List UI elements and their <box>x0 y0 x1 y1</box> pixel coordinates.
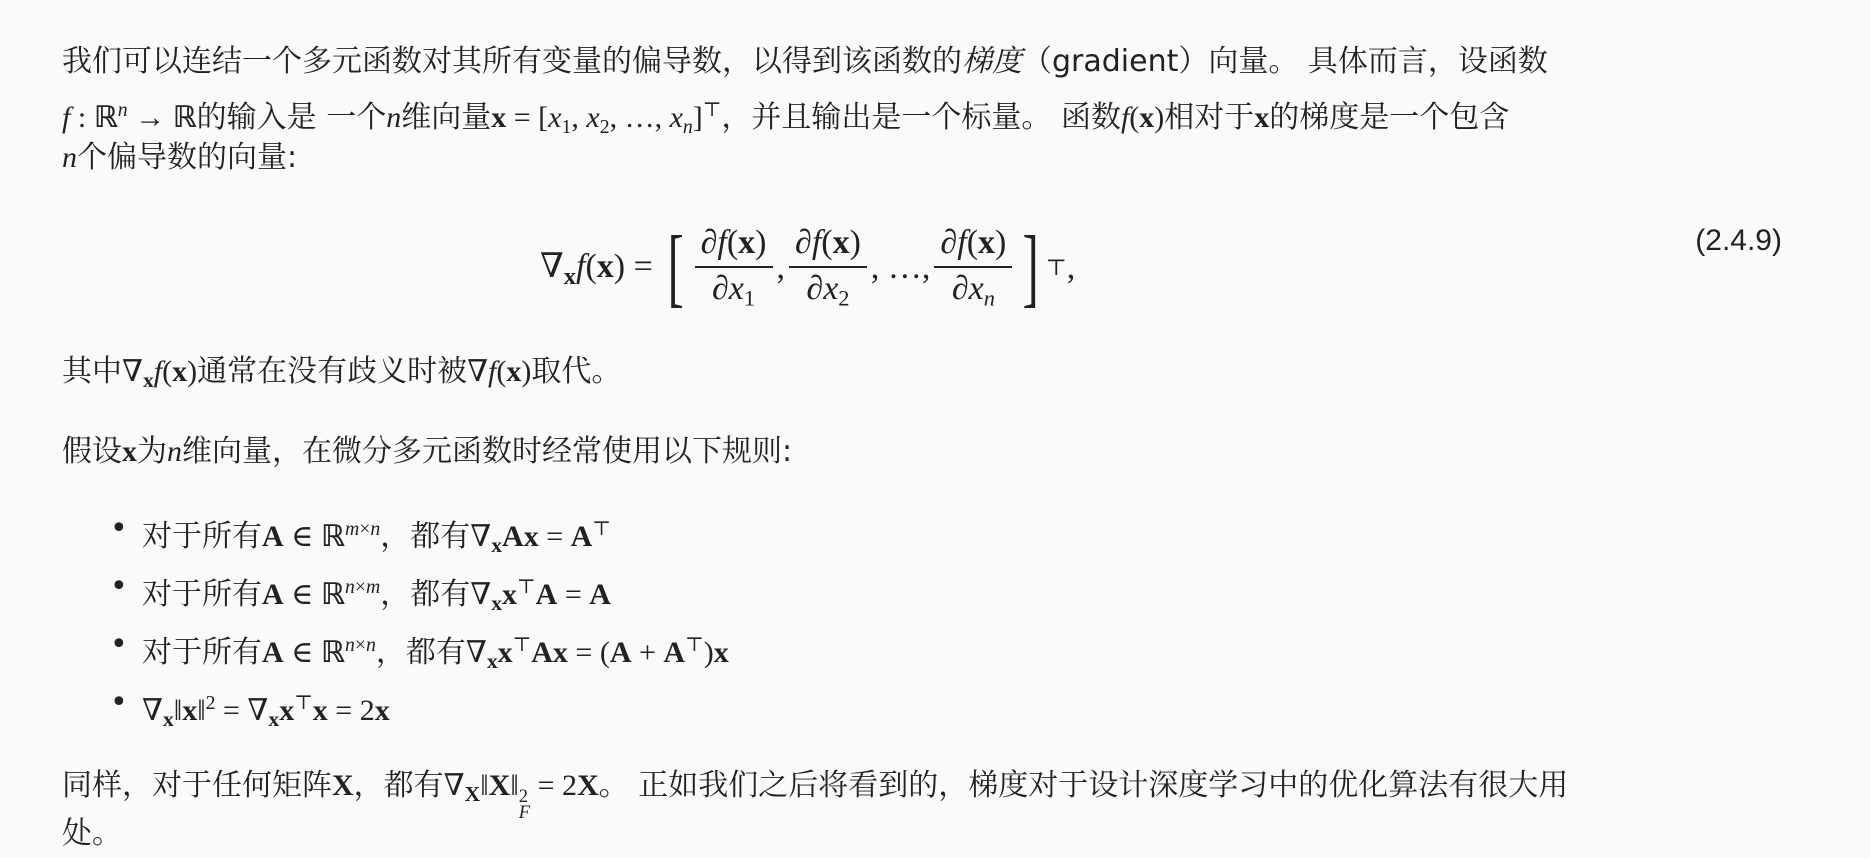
term-gradient: 梯度 <box>962 44 1022 79</box>
rule-math: A ∈ ℝ$^{n\times m}$ <box>262 576 381 612</box>
math-X: X <box>332 769 354 802</box>
intro-line2-tail: ，并且输出是一个标量。 函数 <box>721 99 1121 135</box>
bullet-icon: • <box>110 569 128 604</box>
math-nabla-fx: ∇f(x) <box>467 355 532 388</box>
closing-line2-text: 处。 <box>62 816 122 851</box>
rule-math: $\nabla_xx^⊤A = A$ <box>470 576 611 615</box>
intro-text: 我们可以连结一个多元函数对其所有变量的偏导数，以得到该函数的 <box>62 44 962 79</box>
assume-suffix: 维向量，在微分多元函数时经常使用以下规则: <box>182 434 793 469</box>
closing-prefix: 同样，对于任何矩阵 <box>62 768 332 803</box>
equation-number: (2.4.9) <box>1695 224 1782 257</box>
rule-text: ，都有 <box>375 634 466 670</box>
list-item <box>62 500 729 558</box>
frobenius-rule: $\nabla_X‖X‖$ 2 F = 2X <box>443 769 599 824</box>
list-item <box>62 616 729 674</box>
intro-line2-text: 的输入是 一个 <box>196 99 387 135</box>
bullet-icon: • <box>110 511 128 546</box>
list-item <box>62 558 729 616</box>
bullet-icon: • <box>110 685 128 720</box>
rule-math: A ∈ ℝ$^{m\times n}$ <box>262 518 381 554</box>
assume-prefix: 假设 <box>62 434 122 469</box>
closing-line-1 <box>62 762 1568 822</box>
rule-text: 对于所有 <box>142 518 262 554</box>
assume-middle: 为 <box>137 434 167 469</box>
after-eq-suffix: 取代。 <box>531 354 622 389</box>
vector-definition: $x = [x_1$, $x_2$, …, $x_n]^⊤$ <box>491 99 722 138</box>
math-fx: f(x) <box>1120 100 1165 134</box>
rule-text: ，都有 <box>380 576 471 612</box>
partial-fraction-1: $\frac{\partial f(x)}{\partial x_1}$ <box>695 224 773 312</box>
rules-list <box>62 500 729 732</box>
rule-text: 对于所有 <box>142 634 262 670</box>
intro-line-1 <box>62 38 1548 86</box>
math-n: n <box>386 100 402 134</box>
math-n: n <box>167 435 182 468</box>
equation-body: $\nabla_xf(x)$ = [ $\frac{\partial f(x)}{\partial x_1}$ , $\frac{\partial f(x)}{\partial x_2}$ , …, $\frac{\partial f(x)}{\partial x_n}$ ] ⊤ , <box>540 219 1076 316</box>
math-x: x <box>122 435 137 468</box>
intro-text-tail: 向量。 具体而言，设函数 <box>1208 44 1548 79</box>
rule-math: $\nabla_xAx = A^⊤$ <box>470 518 611 557</box>
closing-mid: ，都有 <box>353 768 444 803</box>
math-n: n <box>62 141 77 174</box>
term-gradient-en: （gradient） <box>1022 44 1209 79</box>
rule-math: A ∈ ℝ$^{n\times n}$ <box>262 634 376 670</box>
intro-line-3 <box>62 134 297 182</box>
math-nabla-x-fx: $\nabla_xf(x)$ <box>122 355 198 393</box>
assumption-text <box>62 428 792 476</box>
intro-line2-text2: 维向量 <box>401 99 492 135</box>
math-x: x <box>1254 100 1270 134</box>
function-signature: f : ℝ$^n$ → ℝ <box>62 99 197 135</box>
rule-text: ，都有 <box>380 518 471 554</box>
after-eq-middle: 通常在没有歧义时被 <box>197 354 468 389</box>
after-eq-prefix: 其中 <box>62 354 122 389</box>
gradient-equation <box>62 200 1782 320</box>
list-item <box>62 674 729 732</box>
intro-line2-end: 的梯度是一个包含 <box>1269 99 1510 135</box>
intro-line2-text3: 相对于 <box>1164 99 1255 135</box>
intro-line3-text: 个偏导数的向量: <box>77 140 298 175</box>
partial-fraction-n: $\frac{\partial f(x)}{\partial x_n}$ <box>934 224 1012 312</box>
rule-text: 对于所有 <box>142 576 262 612</box>
closing-line-2 <box>62 810 122 858</box>
partial-fraction-2: $\frac{\partial f(x)}{\partial x_2}$ <box>789 224 867 312</box>
rule-math: $\nabla_xx^⊤Ax = (A + A^⊤)x$ <box>465 634 729 673</box>
rule-math: $\nabla_x‖x‖^2 = \nabla_xx^⊤x = 2x$ <box>142 692 390 731</box>
bullet-icon: • <box>110 627 128 662</box>
closing-tail: 。 正如我们之后将看到的，梯度对于设计深度学习中的优化算法有很大用 <box>598 768 1569 803</box>
after-equation-text <box>62 348 621 404</box>
